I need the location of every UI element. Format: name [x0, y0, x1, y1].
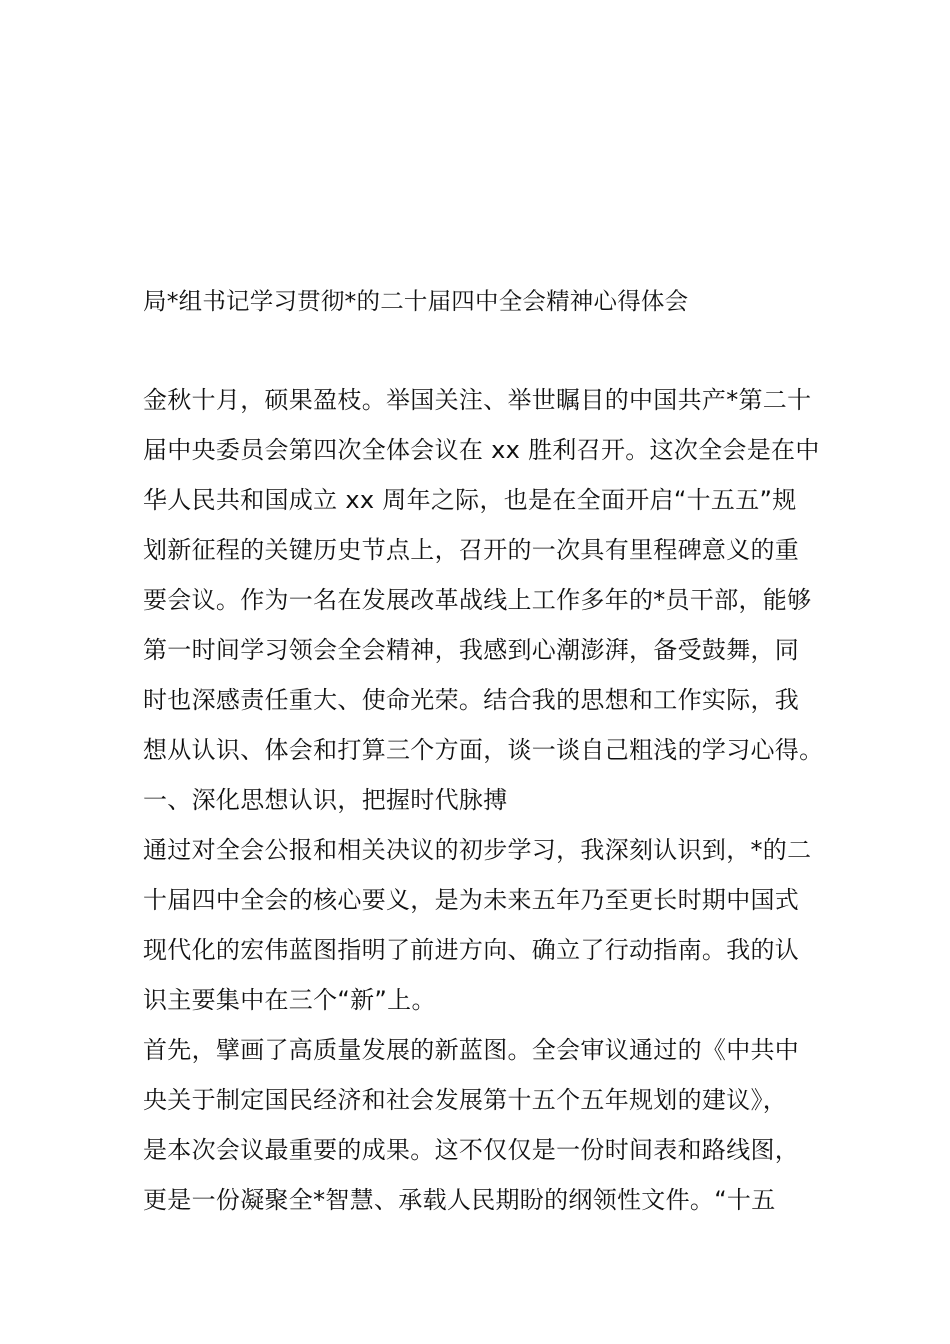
body-line: 通过对全会公报和相关决议的初步学习，我深刻认识到，*的二	[143, 836, 812, 864]
body-line: 识主要集中在三个“新”上。	[143, 986, 436, 1014]
body-line: 要会议。作为一名在发展改革战线上工作多年的*员干部，能够	[143, 586, 812, 614]
body-line: 想从认识、体会和打算三个方面，谈一谈自己粗浅的学习心得。	[143, 736, 824, 764]
body-line: 央关于制定国民经济和社会发展第十五个五年规划的建议》，	[143, 1086, 788, 1114]
body-line: 首先，擘画了高质量发展的新蓝图。全会审议通过的《中共中	[143, 1036, 800, 1064]
body-line: 时也深感责任重大、使命光荣。结合我的思想和工作实际，我	[143, 686, 800, 714]
body-line: 华人民共和国成立 xx 周年之际，也是在全面开启“十五五”规	[143, 486, 797, 514]
body-line: 第一时间学习领会全会精神，我感到心潮澎湃，备受鼓舞，同	[143, 636, 800, 664]
body-line: 是本次会议最重要的成果。这不仅仅是一份时间表和路线图，	[143, 1136, 800, 1164]
document-title: 局*组书记学习贯彻*的二十届四中全会精神心得体会	[143, 287, 689, 315]
body-line: 现代化的宏伟蓝图指明了前进方向、确立了行动指南。我的认	[143, 936, 800, 964]
body-line: 届中央委员会第四次全体会议在 xx 胜利召开。这次全会是在中	[143, 436, 820, 464]
body-line: 十届四中全会的核心要义，是为未来五年乃至更长时期中国式	[143, 886, 800, 914]
body-line: 划新征程的关键历史节点上，召开的一次具有里程碑意义的重	[143, 536, 800, 564]
body-line: 更是一份凝聚全*智慧、承载人民期盼的纲领性文件。“十五	[143, 1186, 776, 1214]
body-line: 金秋十月，硕果盈枝。举国关注、举世瞩目的中国共产*第二十	[143, 386, 812, 414]
document-body	[143, 380, 824, 1230]
section-heading: 一、深化思想认识，把握时代脉搏	[143, 786, 508, 814]
